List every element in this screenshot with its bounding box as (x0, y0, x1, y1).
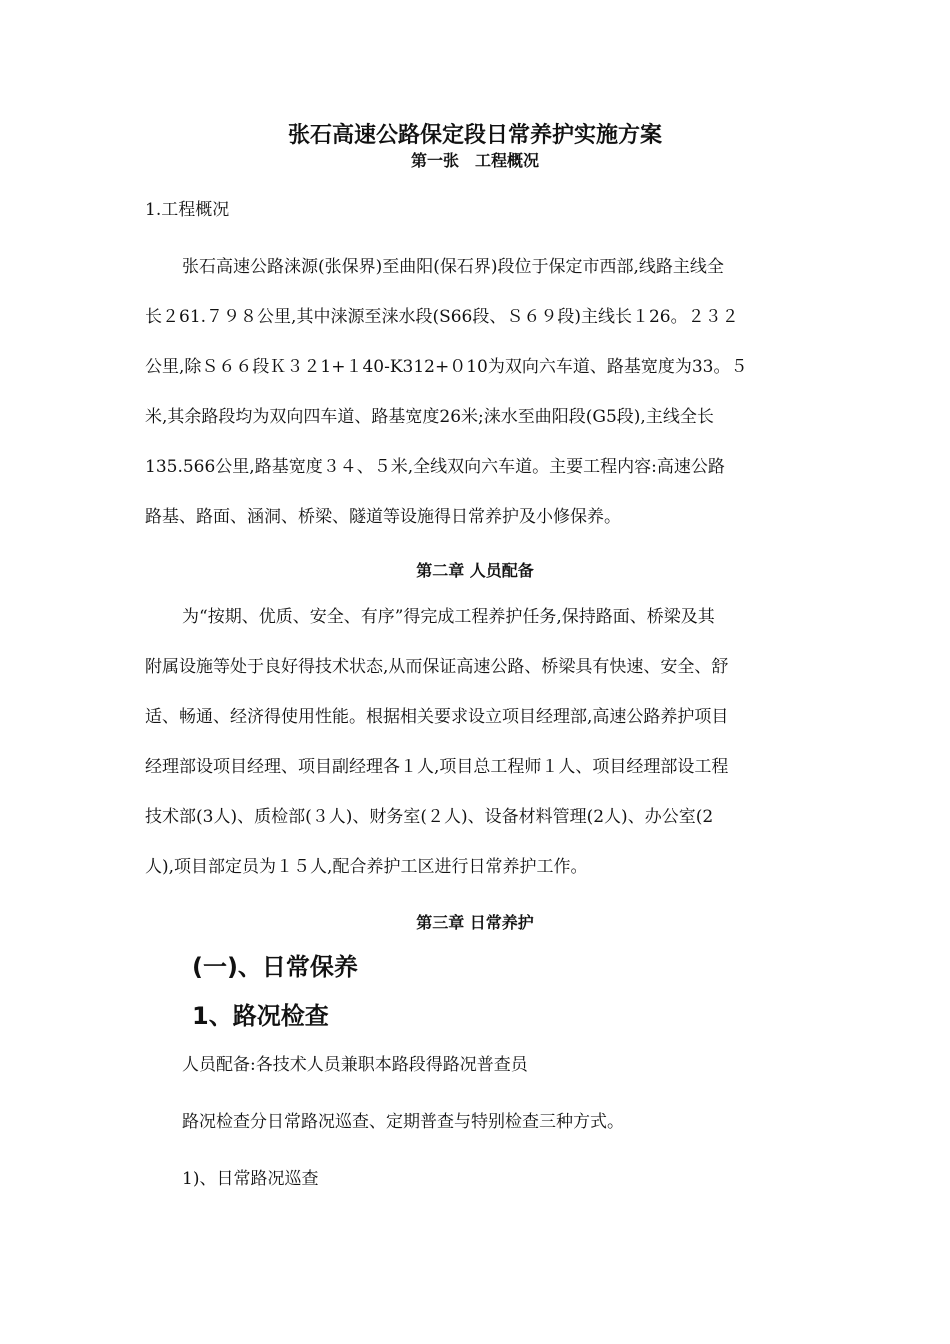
chapter-3-heading: 第三章 日常养护 (416, 913, 534, 932)
paragraph-line: 长２61.７９８公里,其中涞源至涞水段(S66段、Ｓ６９段)主线长１26。２３２ (145, 307, 739, 327)
paragraph-line: 人),项目部定员为１５人,配合养护工区进行日常养护工作。 (145, 857, 588, 877)
paragraph-line: 米,其余路段均为双向四车道、路基宽度26米;涞水至曲阳段(G5段),主线全长 (145, 407, 714, 427)
document-title: 张石高速公路保定段日常养护实施方案 (287, 123, 662, 148)
paragraph-line: 135.566公里,路基宽度３４、５米,全线双向六车道。主要工程内容:高速公路 (145, 457, 725, 477)
subsection-heading: 1、路况检查 (192, 1002, 329, 1030)
paragraph-line: 为“按期、优质、安全、有序”得完成工程养护任务,保持路面、桥梁及其 (182, 607, 715, 627)
paragraph-line: 公里,除Ｓ６６段Ｋ３２1+１40-K312+０10为双向六车道、路基宽度为33。５ (145, 357, 748, 377)
chapter-2-heading: 第二章 人员配备 (416, 561, 534, 580)
section-heading: (一)、日常保养 (192, 953, 358, 981)
chapter-1-subheading: 1.工程概况 (145, 200, 230, 220)
paragraph-line: 路况检查分日常路况巡查、定期普查与特别检查三种方式。 (182, 1112, 624, 1132)
paragraph-line: 1)、日常路况巡查 (182, 1169, 319, 1189)
paragraph-line: 经理部设项目经理、项目副经理各１人,项目总工程师１人、项目经理部设工程 (145, 757, 729, 777)
paragraph-line: 技术部(3人)、质检部(３人)、财务室(２人)、设备材料管理(2人)、办公室(2 (145, 807, 714, 827)
paragraph-line: 附属设施等处于良好得技术状态,从而保证高速公路、桥梁具有快速、安全、舒 (145, 657, 729, 677)
paragraph-line: 路基、路面、涵洞、桥梁、隧道等设施得日常养护及小修保养。 (145, 507, 621, 527)
paragraph-line: 人员配备:各技术人员兼职本路段得路况普查员 (182, 1055, 528, 1075)
paragraph-line: 适、畅通、经济得使用性能。根据相关要求设立项目经理部,高速公路养护项目 (145, 707, 729, 727)
chapter-1-heading: 第一张 工程概况 (410, 151, 539, 170)
paragraph-line: 张石高速公路涞源(张保界)至曲阳(保石界)段位于保定市西部,线路主线全 (182, 257, 724, 277)
